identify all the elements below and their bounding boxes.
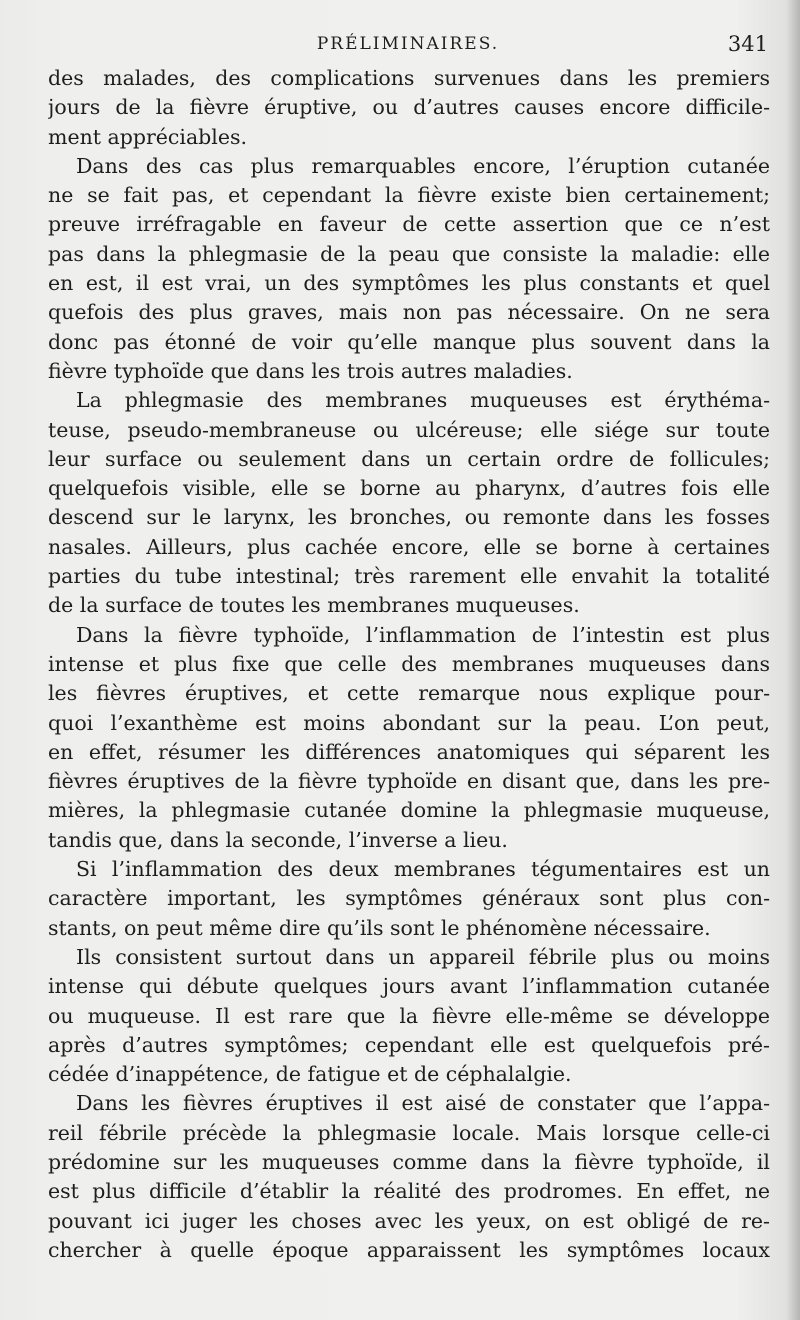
- text-line: après d’autres symptômes; cependant elle est quelquefois pré-: [48, 1032, 770, 1057]
- text-line: intense qui débute quelques jours avant l’inflammation cutanée: [48, 974, 770, 999]
- text-line: jours de la fièvre éruptive, ou d’autres causes encore difficile-: [48, 95, 770, 120]
- body-text: [48, 64, 770, 1265]
- text-line: en est, il est vrai, un des symptômes les plus constants et quel: [48, 271, 770, 296]
- text-line: quelquefois visible, elle se borne au pharynx, d’autres fois elle: [48, 476, 770, 501]
- text-line: en effet, résumer les différences anatomiques qui séparent les: [48, 739, 770, 764]
- text-line: teuse, pseudo-membraneuse ou ulcéreuse; elle siége sur toute: [48, 417, 770, 442]
- text-line: cédée d’inappétence, de fatigue et de céphalalgie.: [48, 1062, 572, 1087]
- text-line: fièvre typhoïde que dans les trois autres maladies.: [48, 358, 573, 383]
- running-head: PRÉLIMINAIRES.: [316, 34, 500, 54]
- text-line: pouvant ici juger les choses avec les yeux, on est obligé de re-: [48, 1208, 770, 1233]
- text-line: Ils consistent surtout dans un appareil fébrile plus ou moins: [76, 944, 770, 969]
- text-line: stants, on peut même dire qu’ils sont le phénomène nécessaire.: [48, 915, 711, 940]
- text-line: ment appréciables.: [48, 124, 248, 149]
- text-line: parties du tube intestinal; très rarement elle envahit la totalité: [48, 564, 770, 589]
- text-line: intense et plus fixe que celle des membranes muqueuses dans: [48, 651, 770, 676]
- text-line: leur surface ou seulement dans un certain ordre de follicules;: [48, 446, 770, 471]
- text-line: descend sur le larynx, les bronches, ou remonte dans les fosses: [48, 505, 770, 530]
- text-line: quefois des plus graves, mais non pas nécessaire. On ne sera: [48, 300, 770, 325]
- page-header: [48, 34, 768, 58]
- text-line: La phlegmasie des membranes muqueuses est érythéma-: [76, 388, 770, 413]
- text-line: donc pas étonné de voir qu’elle manque plus souvent dans la: [48, 329, 770, 354]
- text-line: Dans des cas plus remarquables encore, l’éruption cutanée: [76, 153, 770, 178]
- text-line: quoi l’exanthème est moins abondant sur la peau. L’on peut,: [48, 710, 770, 735]
- page-number: 341: [727, 32, 768, 56]
- text-line: des malades, des complications survenues dans les premiers: [48, 66, 770, 90]
- text-line: mières, la phlegmasie cutanée domine la phlegmasie muqueuse,: [48, 798, 770, 823]
- text-line: ne se fait pas, et cependant la fièvre existe bien certainement;: [48, 183, 770, 208]
- text-line: tandis que, dans la seconde, l’inverse a lieu.: [48, 827, 508, 852]
- text-line: prédomine sur les muqueuses comme dans la fièvre typhoïde, il: [48, 1149, 770, 1174]
- text-line: pas dans la phlegmasie de la peau que consiste la maladie: elle: [48, 241, 770, 266]
- text-line: Dans les fièvres éruptives il est aisé de constater que l’appa-: [76, 1091, 770, 1116]
- text-line: preuve irréfragable en faveur de cette assertion que ce n’est: [48, 212, 770, 237]
- text-line: caractère important, les symptômes généraux sont plus con-: [48, 886, 770, 911]
- text-line: reil fébrile précède la phlegmasie locale. Mais lorsque celle-ci: [48, 1120, 770, 1145]
- text-line: est plus difficile d’établir la réalité des prodromes. En effet, ne: [48, 1179, 770, 1204]
- text-line: de la surface de toutes les membranes muqueuses.: [48, 593, 580, 618]
- text-line: ou muqueuse. Il est rare que la fièvre elle-même se développe: [48, 1003, 770, 1028]
- text-line: les fièvres éruptives, et cette remarque nous explique pour-: [48, 681, 770, 706]
- text-line: Si l’inflammation des deux membranes tégumentaires est un: [76, 857, 770, 882]
- text-line: fièvres éruptives de la fièvre typhoïde en disant que, dans les pre-: [48, 769, 770, 794]
- text-line: chercher à quelle époque apparaissent les symptômes locaux: [48, 1237, 770, 1262]
- text-line: Dans la fièvre typhoïde, l’inflammation de l’intestin est plus: [76, 622, 770, 647]
- text-line: nasales. Ailleurs, plus cachée encore, elle se borne à certaines: [48, 534, 770, 559]
- page-edge-shadow: [786, 0, 800, 1320]
